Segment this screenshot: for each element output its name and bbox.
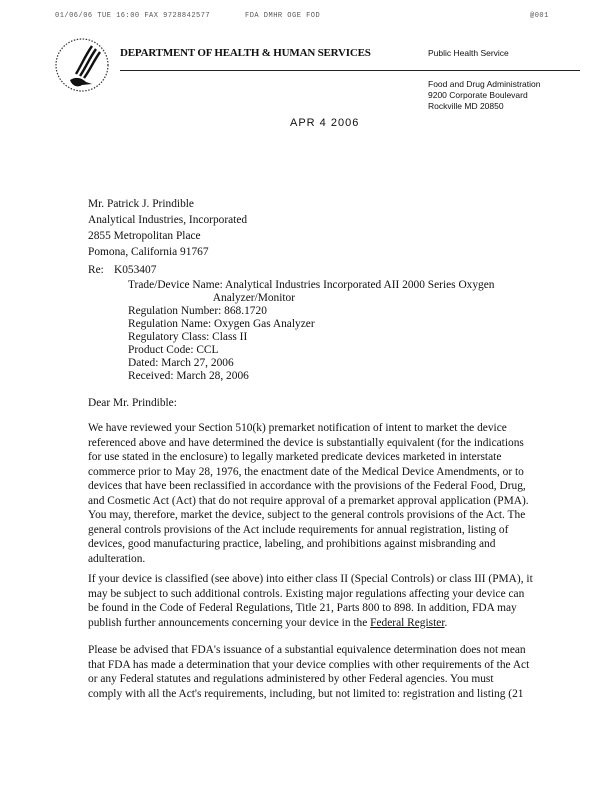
paragraph-1 <box>88 421 568 566</box>
text-fragment: publish further announcements concerning your device in the <box>88 616 371 629</box>
text-line <box>88 616 568 631</box>
fax-header-middle: FDA DMHR OGE FOD <box>245 12 321 20</box>
text-line: adulteration. <box>88 552 146 565</box>
fax-header-right: @001 <box>530 12 549 20</box>
text-line: be found in the Code of Federal Regulations, Title 21, Parts 800 to 898. In addition, FDA may <box>88 602 517 614</box>
text-line: If your device is classified (see above) into either class II (Special Controls) or class III (PMA), it <box>88 573 533 585</box>
re-label: Re: <box>88 264 104 276</box>
text-line: and Cosmetic Act (Act) that do not require approval of a premarket approval application (PMA). <box>88 494 529 507</box>
federal-register-reference: Federal Register <box>370 616 445 629</box>
text-line: You may, therefore, market the device, subject to the general controls provisions of the Act. The <box>88 509 526 521</box>
salutation: Dear Mr. Prindible: <box>88 397 177 409</box>
text-line: for use stated in the enclosure) to legally marketed predicate devices marketed in interstate <box>88 451 502 463</box>
public-health-service: Public Health Service <box>428 48 509 58</box>
k-number: K053407 <box>114 264 157 276</box>
recipient-line: 2855 Metropolitan Place <box>88 230 201 242</box>
recipient-line: Analytical Industries, Incorporated <box>88 214 248 226</box>
re-line: Regulation Name: Oxygen Gas Analyzer <box>128 318 315 330</box>
text-line: that FDA has made a determination that your device complies with other requirements of the Act <box>88 658 530 671</box>
department-name: DEPARTMENT OF HEALTH & HUMAN SERVICES <box>120 47 371 59</box>
fax-header-left: 01/06/06 TUE 16:00 FAX 9728842577 <box>55 12 211 20</box>
text-line: Please be advised that FDA's issuance of a substantial equivalence determination does not mean <box>88 644 526 656</box>
text-line: referenced above and have determined the device is substantially equivalent (for the indications <box>88 436 524 449</box>
fda-address-line: Food and Drug Administration <box>428 79 541 89</box>
re-line: Received: March 28, 2006 <box>128 370 249 382</box>
text-line: We have reviewed your Section 510(k) premarket notification of intent to market the device <box>88 422 507 434</box>
text-line: devices, good manufacturing practice, labeling, and prohibitions against misbranding and <box>88 538 496 550</box>
re-line: Trade/Device Name: Analytical Industries Incorporated AII 2000 Series Oxygen <box>128 279 495 291</box>
paragraph-2 <box>88 572 568 630</box>
text-line: devices that have been reclassified in accordance with the provisions of the Federal Food, Drug, <box>88 480 526 492</box>
paragraph-3 <box>88 643 568 701</box>
re-line: Dated: March 27, 2006 <box>128 357 234 369</box>
text-line: general controls provisions of the Act include requirements for annual registration, listing of <box>88 523 509 536</box>
date-stamp: APR 4 2006 <box>290 117 360 129</box>
text-line: comply with all the Act's requirements, including, but not limited to: registration and listing (21 <box>88 687 524 700</box>
fda-address-line: 9200 Corporate Boulevard <box>428 90 528 100</box>
letterhead-rule <box>120 70 580 71</box>
re-line: Regulatory Class: Class II <box>128 331 248 343</box>
text-line: commerce prior to May 28, 1976, the enactment date of the Medical Device Amendments, or to <box>88 465 524 478</box>
recipient-line: Pomona, California 91767 <box>88 246 209 258</box>
text-fragment: . <box>444 616 448 629</box>
re-line: Analyzer/Monitor <box>128 292 296 304</box>
re-line: Product Code: CCL <box>128 344 219 356</box>
text-line: may be subject to such additional controls. Existing major regulations affecting your device can <box>88 587 525 600</box>
text-line: or any Federal statutes and regulations administered by other Federal agencies. You must <box>88 673 494 685</box>
re-line: Regulation Number: 868.1720 <box>128 305 267 317</box>
recipient-line: Mr. Patrick J. Prindible <box>88 198 194 210</box>
fda-address-line: Rockville MD 20850 <box>428 101 504 111</box>
hhs-eagle-logo <box>52 32 118 98</box>
